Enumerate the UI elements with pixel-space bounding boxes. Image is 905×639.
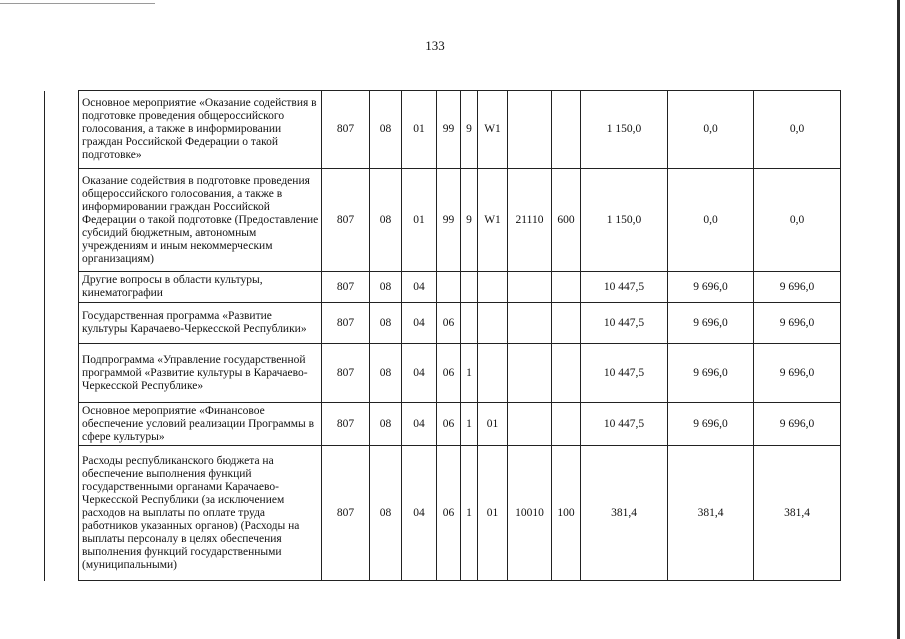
cell-event: 01	[478, 403, 508, 446]
cell-subsection: 04	[402, 303, 437, 344]
cell-amount-2: 9 696,0	[668, 272, 754, 303]
cell-ministry: 807	[322, 169, 370, 272]
budget-table	[44, 90, 841, 581]
cell-event	[478, 272, 508, 303]
cell-program: 06	[437, 403, 461, 446]
cell-expense-type	[552, 403, 581, 446]
cell-section: 08	[370, 446, 402, 581]
cell-expense-type: 600	[552, 169, 581, 272]
table-row	[45, 272, 841, 303]
cell-amount-3: 9 696,0	[754, 344, 841, 403]
cell-event	[478, 303, 508, 344]
cell-amount-1: 381,4	[581, 446, 668, 581]
cell-subprogram: 1	[461, 403, 478, 446]
cell-subprogram	[461, 272, 478, 303]
cell-subsection: 04	[402, 446, 437, 581]
cell-amount-3: 0,0	[754, 169, 841, 272]
cell-ministry: 807	[322, 403, 370, 446]
cell-event	[478, 344, 508, 403]
cell-subsection: 04	[402, 344, 437, 403]
cell-event: W1	[478, 169, 508, 272]
cell-program: 06	[437, 303, 461, 344]
cell-amount-3: 9 696,0	[754, 272, 841, 303]
cell-subprogram: 1	[461, 446, 478, 581]
cell-section: 08	[370, 403, 402, 446]
cell-amount-2: 0,0	[668, 91, 754, 169]
cell-expense-type	[552, 344, 581, 403]
cell-amount-3: 9 696,0	[754, 303, 841, 344]
table-row	[45, 344, 841, 403]
cell-subsection: 04	[402, 272, 437, 303]
cell-ministry: 807	[322, 91, 370, 169]
page-number: 133	[425, 38, 445, 53]
cell-name: Оказание содействия в подготовке проведения общероссийского голосования, а также в информировании граждан Российской Федерации о такой подготовке (Предоставление субсидий бюджетным, автономным учреждениям и иным некоммерческим организациям)	[79, 169, 322, 272]
cell-amount-3: 0,0	[754, 91, 841, 169]
cell-subprogram	[461, 303, 478, 344]
cell-amount-2: 9 696,0	[668, 344, 754, 403]
cell-amount-3: 381,4	[754, 446, 841, 581]
row-number-cell	[45, 91, 79, 169]
cell-subprogram: 9	[461, 169, 478, 272]
cell-event: 01	[478, 446, 508, 581]
cell-name: Подпрограмма «Управление государственной программой «Развитие культуры в Карачаево-Черкесской Республике»	[79, 344, 322, 403]
cell-direction	[508, 272, 552, 303]
cell-amount-1: 10 447,5	[581, 344, 668, 403]
cell-amount-1: 10 447,5	[581, 303, 668, 344]
row-number-cell	[45, 403, 79, 446]
scan-edge-shadow	[897, 0, 900, 639]
cell-section: 08	[370, 169, 402, 272]
cell-program: 99	[437, 169, 461, 272]
cell-direction	[508, 403, 552, 446]
scan-artifact-line	[0, 3, 155, 4]
table-row	[45, 303, 841, 344]
cell-name: Государственная программа «Развитие культуры Карачаево-Черкесской Республики»	[79, 303, 322, 344]
cell-amount-3: 9 696,0	[754, 403, 841, 446]
cell-amount-1: 1 150,0	[581, 169, 668, 272]
table-row	[45, 169, 841, 272]
cell-program: 06	[437, 446, 461, 581]
table-body	[45, 91, 841, 581]
cell-direction	[508, 303, 552, 344]
cell-direction: 10010	[508, 446, 552, 581]
row-number-cell	[45, 446, 79, 581]
cell-program: 06	[437, 344, 461, 403]
cell-name: Основное мероприятие «Оказание содействия в подготовке проведения общероссийского голосования, а также в информировании граждан Российской Федерации о такой подготовке»	[79, 91, 322, 169]
row-number-cell	[45, 344, 79, 403]
cell-name: Другие вопросы в области культуры, кинематографии	[79, 272, 322, 303]
cell-expense-type	[552, 91, 581, 169]
cell-subsection: 01	[402, 91, 437, 169]
cell-direction: 21110	[508, 169, 552, 272]
cell-amount-2: 0,0	[668, 169, 754, 272]
cell-ministry: 807	[322, 446, 370, 581]
cell-amount-2: 9 696,0	[668, 303, 754, 344]
cell-expense-type	[552, 303, 581, 344]
cell-expense-type: 100	[552, 446, 581, 581]
cell-ministry: 807	[322, 272, 370, 303]
cell-amount-2: 9 696,0	[668, 403, 754, 446]
row-number-cell	[45, 303, 79, 344]
cell-program	[437, 272, 461, 303]
cell-section: 08	[370, 344, 402, 403]
row-number-cell	[45, 272, 79, 303]
cell-event: W1	[478, 91, 508, 169]
cell-expense-type	[552, 272, 581, 303]
cell-subprogram: 1	[461, 344, 478, 403]
table-row	[45, 446, 841, 581]
cell-section: 08	[370, 272, 402, 303]
table-row	[45, 403, 841, 446]
table-row	[45, 91, 841, 169]
cell-amount-1: 10 447,5	[581, 403, 668, 446]
cell-direction	[508, 344, 552, 403]
cell-program: 99	[437, 91, 461, 169]
cell-subprogram: 9	[461, 91, 478, 169]
cell-name: Расходы республиканского бюджета на обеспечение выполнения функций государственными органами Карачаево-Черкесской Республики (за исключением расходов на выплаты по оплате труда работников указанных органов) (Расходы на выплаты персоналу в целях обеспечения выполнения функций государственными (муниципальными)	[79, 446, 322, 581]
cell-direction	[508, 91, 552, 169]
row-number-cell	[45, 169, 79, 272]
cell-amount-1: 10 447,5	[581, 272, 668, 303]
cell-subsection: 01	[402, 169, 437, 272]
cell-subsection: 04	[402, 403, 437, 446]
cell-section: 08	[370, 91, 402, 169]
cell-ministry: 807	[322, 344, 370, 403]
cell-amount-2: 381,4	[668, 446, 754, 581]
cell-name: Основное мероприятие «Финансовое обеспечение условий реализации Программы в сфере культуры»	[79, 403, 322, 446]
cell-amount-1: 1 150,0	[581, 91, 668, 169]
cell-ministry: 807	[322, 303, 370, 344]
cell-section: 08	[370, 303, 402, 344]
